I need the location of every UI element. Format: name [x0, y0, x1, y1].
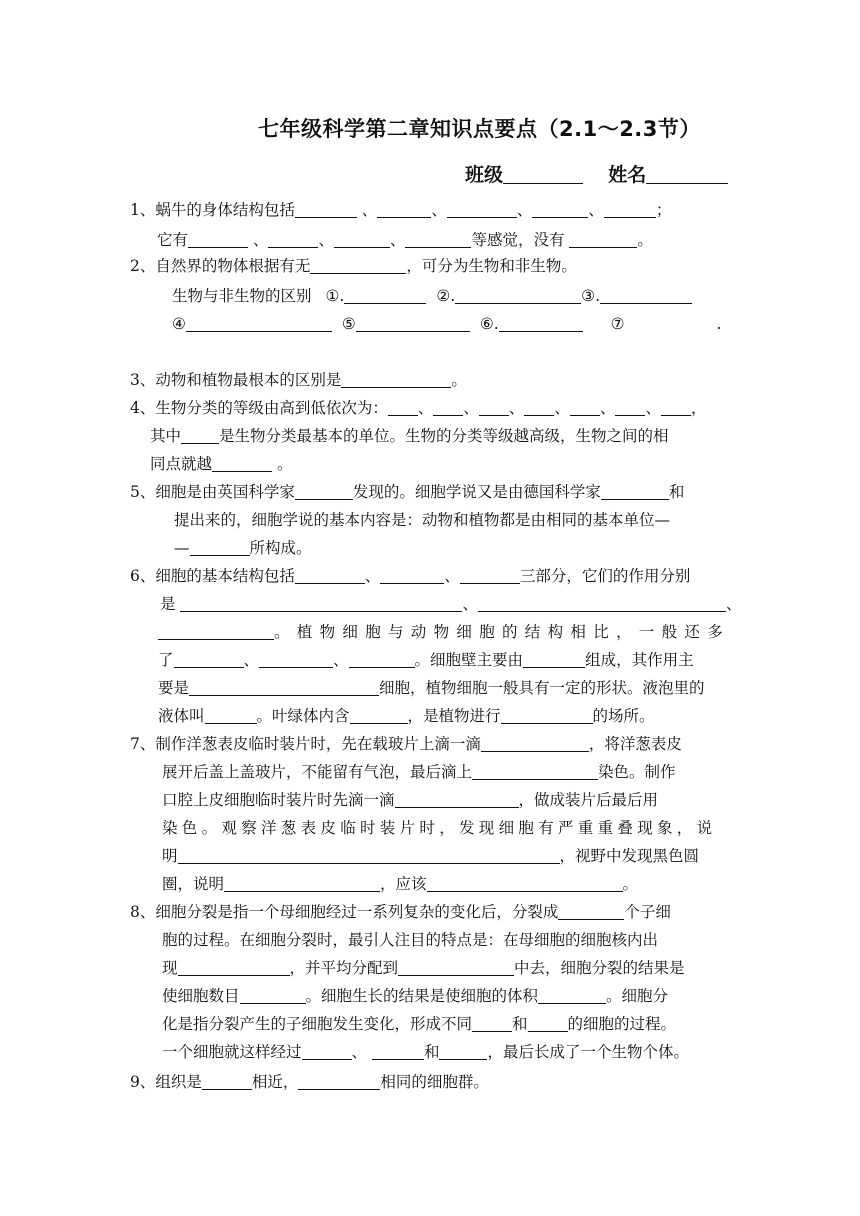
blank[interactable]: [460, 567, 520, 584]
question-text: 液体叫: [158, 707, 205, 725]
blank[interactable]: [472, 1015, 512, 1032]
question-text: 、: [417, 399, 434, 417]
question-text: ②.: [436, 287, 456, 305]
question-text: 染色。制作: [598, 763, 676, 781]
question-text: .: [716, 315, 722, 333]
question-text: 、: [444, 567, 460, 585]
question-text: 、: [243, 651, 260, 669]
q8-line2: [162, 930, 658, 950]
class-label: 班级: [465, 164, 504, 186]
blank[interactable]: [569, 231, 637, 248]
question-text: 个子细: [624, 903, 671, 921]
page-title: 七年级科学第二章知识点要点（2.1～2.3节）: [258, 117, 701, 141]
q7-line1: [130, 734, 682, 754]
q6-line3: [158, 622, 730, 642]
question-text: 4、生物分类的等级由高到低依次为：: [130, 399, 388, 417]
q2-line2: [172, 286, 692, 306]
question-text: 是生物分类最基本的单位。生物的分类等级越高级，生物之间的相: [219, 427, 669, 445]
blank[interactable]: [380, 567, 444, 584]
q1-line2: [157, 230, 653, 250]
q8-line6: [162, 1042, 689, 1062]
question-text: 、: [463, 399, 479, 417]
blank[interactable]: [570, 399, 600, 416]
blank[interactable]: [499, 315, 583, 332]
blank[interactable]: [528, 1015, 568, 1032]
question-text: 8、细胞分裂是指一个母细胞经过一系列复杂的变化后，分裂成: [130, 903, 559, 921]
question-text: ④: [172, 315, 186, 333]
blank[interactable]: [180, 595, 462, 612]
q9-line1: [130, 1072, 489, 1092]
q4-line2: [150, 426, 669, 446]
question-text: 、: [645, 399, 661, 417]
blank[interactable]: [600, 287, 692, 304]
blank[interactable]: [479, 399, 509, 416]
question-text: ，可分为生物和非生物。: [406, 257, 577, 275]
question-text: 、: [725, 595, 742, 613]
blank[interactable]: [295, 567, 365, 584]
question-text: ，最后长成了一个生物个体。: [487, 1043, 689, 1061]
blank[interactable]: [295, 201, 357, 218]
question-text: ，视野中发现黑色圆: [559, 847, 700, 865]
question-text: 。叶绿体内含: [256, 707, 350, 725]
question-text: 、: [351, 1043, 372, 1061]
q8-line5: [162, 1014, 676, 1034]
q3-line1: [130, 370, 467, 390]
blank[interactable]: [615, 399, 645, 416]
blank[interactable]: [302, 1043, 352, 1060]
blank[interactable]: [334, 231, 390, 248]
q6-line4: [158, 650, 694, 670]
question-text: 中去，细胞分裂的结果是: [514, 959, 685, 977]
question-text: 。: [272, 455, 293, 473]
blank[interactable]: [178, 959, 290, 976]
blank[interactable]: [310, 257, 406, 274]
blank[interactable]: [395, 791, 519, 808]
blank[interactable]: [268, 231, 318, 248]
blank[interactable]: [202, 1073, 252, 1090]
question-text: 组成，其作用主: [585, 651, 694, 669]
q6-line1: [130, 566, 690, 586]
class-name-row: [465, 160, 728, 187]
question-text: 三部分，它们的作用分别: [519, 567, 691, 585]
blank[interactable]: [295, 483, 353, 500]
q6-line6: [158, 706, 655, 726]
blank[interactable]: [447, 201, 517, 218]
blank[interactable]: [372, 1043, 424, 1060]
q1-line1: [130, 200, 671, 220]
blank[interactable]: [433, 399, 463, 416]
blank[interactable]: [427, 875, 623, 892]
class-blank[interactable]: [503, 165, 583, 184]
question-text: 生物与非生物的区别: [172, 287, 312, 305]
q8-line4: [162, 986, 668, 1006]
question-text: ，是植物进行: [407, 707, 501, 725]
q5-line3: [174, 538, 312, 558]
q5-line1: [130, 482, 684, 502]
question-text: 。: [622, 875, 639, 893]
blank[interactable]: [189, 679, 379, 696]
blank[interactable]: [524, 399, 554, 416]
question-text: 、: [588, 201, 604, 219]
question-text: 是: [160, 595, 181, 613]
question-text: 的细胞的过程。: [567, 1015, 677, 1033]
blank[interactable]: [188, 231, 248, 248]
blank[interactable]: [455, 287, 581, 304]
question-text: 、: [508, 399, 525, 417]
q6-line2: [160, 594, 741, 614]
name-label: 姓名: [608, 164, 647, 186]
question-text: 提出来的，细胞学说的基本内容是：动物和植物都是由相同的基本单位—: [174, 511, 671, 529]
q7-line4: [162, 818, 716, 838]
question-text: 胞的过程。在细胞分裂时，最引人注目的特点是：在母细胞的细胞核内出: [162, 931, 659, 949]
question-text: 、: [516, 201, 533, 219]
blank[interactable]: [478, 595, 726, 612]
question-text: 了: [158, 651, 174, 669]
blank[interactable]: [349, 651, 415, 668]
question-text: 所构成。: [249, 539, 312, 557]
blank[interactable]: [398, 959, 514, 976]
question-text: ⑥.: [479, 315, 499, 333]
blank[interactable]: [356, 315, 470, 332]
blank[interactable]: [481, 735, 589, 752]
question-text: 。: [451, 371, 467, 389]
blank[interactable]: [405, 231, 471, 248]
q4-line1: [130, 398, 706, 418]
blank[interactable]: [601, 483, 669, 500]
blank[interactable]: [158, 623, 274, 640]
question-text: ，: [690, 399, 707, 417]
question-text: ⑤: [341, 315, 356, 333]
question-text: ，做成装片后最后用: [518, 791, 659, 809]
question-text: 5、细胞是由英国科学家: [130, 483, 295, 501]
question-text: 的场所。: [592, 707, 655, 725]
blank[interactable]: [604, 201, 656, 218]
blank[interactable]: [298, 1073, 380, 1090]
question-text: 7、制作洋葱表皮临时装片时，先在载玻片上滴一滴: [130, 735, 481, 753]
blank[interactable]: [558, 903, 624, 920]
question-text: 发现的。细胞学说又是由德国科学家: [352, 483, 601, 501]
blank[interactable]: [523, 651, 585, 668]
question-text: 、: [389, 231, 406, 249]
question-text: ，应该: [380, 875, 427, 893]
question-text: 圈，说明: [162, 875, 225, 893]
blank[interactable]: [344, 287, 426, 304]
question-text: 等感觉，没有: [471, 231, 570, 249]
question-text: 。: [637, 231, 653, 249]
blank[interactable]: [186, 315, 332, 332]
question-text: ③.: [581, 287, 600, 305]
blank[interactable]: [341, 371, 451, 388]
question-text: 、: [462, 595, 478, 613]
q7-line5: [162, 846, 699, 866]
question-text: 细胞，植物细胞一般具有一定的形状。液泡里的: [379, 679, 705, 697]
question-text: 和: [668, 483, 685, 501]
question-text: 口腔上皮细胞临时装片时先滴一滴: [162, 791, 395, 809]
question-text: 2、自然界的物体根据有无: [130, 257, 311, 275]
blank[interactable]: [439, 1043, 487, 1060]
question-text: 其中: [150, 427, 182, 445]
blank[interactable]: [501, 707, 593, 724]
blank[interactable]: [472, 763, 598, 780]
question-text: ，将洋葱表皮: [588, 735, 682, 753]
blank[interactable]: [350, 707, 408, 724]
q2-line3: [172, 314, 721, 334]
question-text: 3、动物和植物最根本的区别是: [130, 371, 342, 389]
question-text: 9、组织是: [130, 1073, 202, 1091]
question-text: 。细胞生长的结果是使细胞的体积: [305, 987, 539, 1005]
blank[interactable]: [661, 399, 691, 416]
question-text: 相同的细胞群。: [380, 1073, 489, 1091]
blank[interactable]: [205, 707, 257, 724]
question-text: 6、细胞的基本结构包括: [130, 567, 295, 585]
question-text: 同点就越: [150, 455, 213, 473]
q8-line1: [130, 902, 671, 922]
blank[interactable]: [174, 651, 244, 668]
blank[interactable]: [181, 427, 219, 444]
q7-line2: [162, 762, 676, 782]
question-text: 相近，: [251, 1073, 299, 1091]
question-text: —: [174, 539, 190, 557]
q6-line5: [158, 678, 705, 698]
question-text: 1、蜗牛的身体结构包括: [130, 201, 295, 219]
question-text: 要是: [158, 679, 190, 697]
blank[interactable]: [224, 875, 380, 892]
question-text: 和: [512, 1015, 528, 1033]
blank[interactable]: [377, 201, 431, 218]
blank[interactable]: [240, 987, 306, 1004]
question-text: 化是指分裂产生的子细胞发生变化，形成不同: [162, 1015, 473, 1033]
question-text: 使细胞数目: [162, 987, 240, 1005]
question-text: 、: [554, 399, 570, 417]
question-text: 、: [318, 231, 334, 249]
q7-line3: [162, 790, 658, 810]
name-blank[interactable]: [646, 165, 728, 184]
question-text: 它有: [157, 231, 189, 249]
question-text: 。细胞壁主要由: [414, 651, 524, 669]
question-text: 一个细胞就这样经过: [162, 1043, 302, 1061]
question-text: 染色。观察洋葱表皮临时装片时，发现细胞有严重重叠现象，说: [162, 819, 717, 837]
blank[interactable]: [538, 987, 606, 1004]
q4-line3: [150, 454, 292, 474]
blank[interactable]: [259, 651, 333, 668]
question-text: 、: [333, 651, 349, 669]
question-text: 、: [431, 201, 447, 219]
question-text: 现: [162, 959, 178, 977]
blank[interactable]: [532, 201, 588, 218]
question-text: 、: [364, 567, 381, 585]
question-text: 、: [248, 231, 269, 249]
q8-line3: [162, 958, 685, 978]
question-text: 展开后盖上盖玻片，不能留有气泡，最后滴上: [162, 763, 473, 781]
question-text: 、: [356, 201, 378, 219]
blank[interactable]: [212, 455, 272, 472]
q5-line2: [174, 510, 670, 530]
question-text: ①.: [325, 287, 345, 305]
question-text: ；: [655, 201, 672, 219]
question-text: ，并平均分配到: [289, 959, 399, 977]
blank[interactable]: [190, 539, 250, 556]
question-text: 、: [599, 399, 616, 417]
question-text: 和: [423, 1043, 440, 1061]
question-text: 明: [162, 847, 178, 865]
q7-line6: [162, 874, 638, 894]
question-text: 。细胞分: [606, 987, 669, 1005]
question-text: 。植物细胞与动物细胞的结构相比，一般还多: [274, 623, 731, 641]
blank[interactable]: [178, 847, 560, 864]
q2-line1: [130, 256, 577, 276]
question-text: ⑦: [610, 315, 625, 333]
blank[interactable]: [388, 399, 418, 416]
